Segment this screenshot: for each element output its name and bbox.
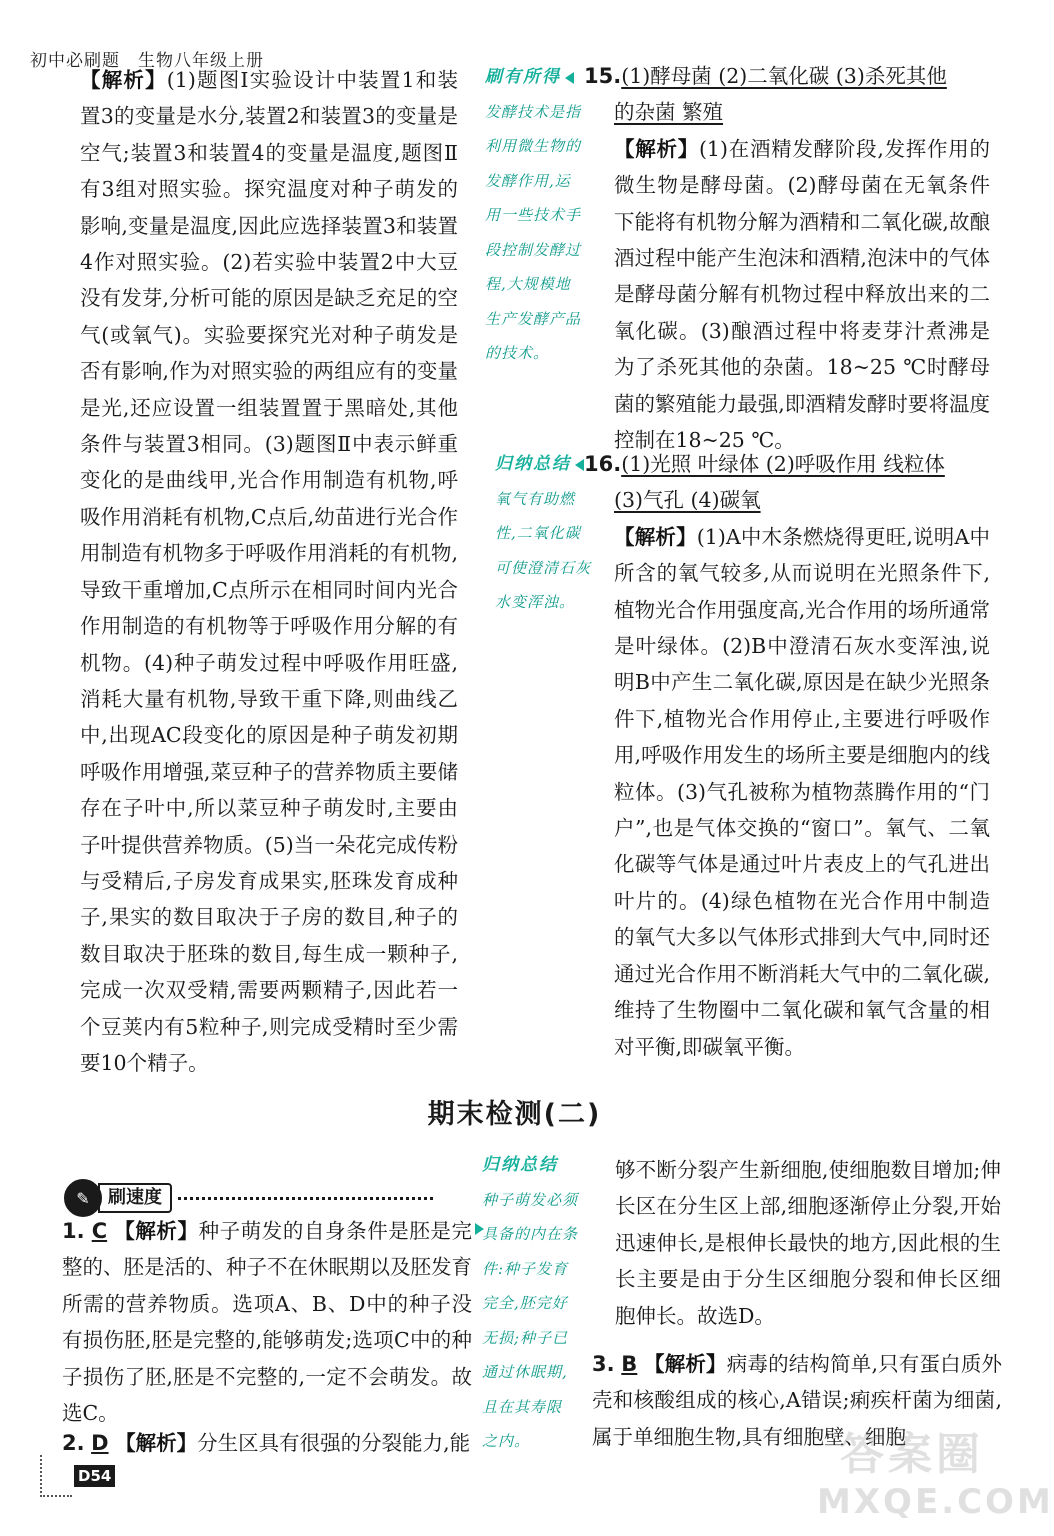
speed-badge: [64, 1183, 433, 1213]
question-number: 15.: [584, 64, 622, 88]
badge-label: 刷速度: [98, 1183, 172, 1213]
question-number: 3.: [592, 1352, 615, 1376]
side-note-title: 刷有所得: [485, 67, 561, 87]
answer-letter: B: [621, 1352, 638, 1376]
question-number: 2.: [62, 1431, 85, 1455]
analysis-tag: 【解析】: [614, 524, 697, 549]
book-title: 初中必刷题: [30, 51, 120, 71]
side-note-line: 发酵技术是指: [485, 102, 582, 121]
question-2-continuation: [615, 1152, 1001, 1334]
side-note-shuayousuode: [485, 60, 597, 371]
side-note-line: 发酵作用,运: [485, 171, 571, 190]
side-note-line: 性,二氧化碳: [495, 524, 581, 542]
corner-decoration: [40, 1455, 72, 1497]
analysis-tag: 【解析】: [115, 1431, 198, 1455]
answer-line: 的杂菌 繁殖: [614, 100, 724, 125]
side-note-line: 且在其寿限: [482, 1397, 563, 1416]
analysis-text: (1)题图Ⅰ实验设计中装置1和装置3的变量是水分,装置2和装置3的变量是空气;装置3和装置4的变量是温度,题图Ⅱ有3组对照实验。探究温度对种子萌发的影响,变量是温度,因此应选择装置3和装置4作对照实验。(2)若实验中装置2中大豆没有发芽,分析可能的原因是缺乏充足的空气(或氧气)。实验要探究光对种子萌发是否有影响,作为对照实验的两组应有的变量是光,还应设置一组装置置于黑暗处,其他条件与装置3相同。(3)题图Ⅱ中表示鲜重变化的是曲线甲,光合作用制造有机物,呼吸作用消耗有机物,C点后,幼苗进行光合作用制造有机物多于呼吸作用消耗的有机物,导致干重增加,C点所示在相同时间内光合作用制造的有机物等于呼吸作用分解的有机物。(4)种子萌发过程中呼吸作用旺盛,消耗大量有机物,导致干重下降,则曲线乙中,出现AC段变化的原因是种子萌发初期呼吸作用增强,菜豆种子的营养物质主要储存在子叶中,所以菜豆种子萌发时,主要由子叶提供营养物质。(5)当一朵花完成传粉与受精后,子房发育成果实,胚珠发育成种子,果实的数目取决于子房的数目,种子的数目取决于胚珠的数目,每生成一颗种子,完成一次双受精,需要两颗精子,因此若一个豆荚内有5粒种子,则完成受精时至少需要10个精子。: [80, 68, 458, 1075]
analysis-text: (1)A中木条燃烧得更旺,说明A中所含的氧气较多,从而说明在光照条件下,植物光合作用强度高,光合作用的场所通常是叶绿体。(2)B中澄清石灰水变浑浊,说明B中产生二氧化碳,原因是在缺少光照条件下,植物光合作用停止,主要进行呼吸作用,呼吸作用发生的场所主要是细胞内的线粒体。(3)气孔被称为植物蒸腾作用的“门户”,也是气体交换的“窗口”。氧气、二氧化碳等气体是通过叶片表皮上的气孔进出叶片的。(4)绿色植物在光合作用中制造的氧气大多以气体形式排到大气中,同时还通过光合作用不断消耗大气中的二氧化碳,维持了生物圈中二氧化碳和氧气含量的相对平衡,即碳氧平衡。: [614, 524, 991, 1059]
pointer-icon: [565, 72, 574, 84]
watermark: [817, 1418, 1054, 1528]
answer-letter: D: [91, 1431, 109, 1455]
analysis-text: 病毒的结构简单,只有蛋白质外壳和核酸组成的核心,A错误;痢疾杆菌为细菌,属于单细胞生物,具有细胞壁、细胞: [592, 1352, 1003, 1449]
answer-line: (1)酵母菌 (2)二氧化碳 (3)杀死其他: [621, 64, 947, 88]
analysis-tag: 【解析】: [614, 136, 699, 161]
side-note-line: 氧气有助燃: [495, 489, 576, 508]
left-analysis: [80, 62, 458, 1081]
side-note-line: 种子萌发必须: [482, 1190, 579, 1209]
dotted-divider: [178, 1197, 433, 1200]
analysis-text: 够不断分裂产生新细胞,使细胞数目增加;伸长区在分生区上部,细胞逐渐停止分裂,开始迅速伸长,是根伸长最快的地方,因此根的生长主要是由于分生区细胞分裂和伸长区细胞伸长。故选D。: [615, 1158, 1001, 1328]
side-note-line: 用一些技术手: [485, 206, 582, 224]
section-title: 期末检测(二): [427, 1099, 602, 1130]
answer-line: (1)光照 叶绿体 (2)呼吸作用 线粒体: [621, 452, 945, 476]
analysis-text: 种子萌发的自身条件是胚是完整的、胚是活的、种子不在休眠期以及胚发育所需的营养物质。选项A、B、D中的种子没有损伤胚,胚是完整的,能够萌发;选项C中的种子损伤了胚,胚是不完整的,一定不会萌发。故选C。: [62, 1219, 473, 1426]
side-note-line: 生产发酵产品: [485, 309, 582, 328]
side-note-line: 可使澄清石灰: [495, 558, 592, 577]
page-number: D54: [74, 1465, 115, 1487]
side-note-guinazongjie-2: [482, 1148, 586, 1459]
side-note-line: 利用微生物的: [485, 137, 582, 155]
question-1: [62, 1213, 472, 1431]
side-note-line: 段控制发酵过: [485, 240, 582, 259]
side-note-guinazongjie: [495, 447, 595, 620]
side-note-line: 完全,胚完好: [482, 1294, 568, 1312]
answer-letter: C: [91, 1219, 108, 1243]
side-note-line: 无损;种子已: [482, 1328, 569, 1347]
pointer-icon: [475, 1223, 484, 1235]
side-note-line: 的技术。: [485, 344, 550, 362]
watermark-text: 答案圈: [840, 1429, 984, 1480]
side-note-line: 水变浑浊。: [495, 593, 576, 611]
answer-line: (3)气孔 (4)碳氧: [614, 488, 761, 513]
side-note-title: 归纳总结: [482, 1155, 558, 1175]
pointer-icon: [575, 459, 584, 471]
question-2: [62, 1425, 472, 1461]
analysis-tag: 【解析】: [644, 1352, 727, 1376]
analysis-text: 分生区具有很强的分裂能力,能: [197, 1431, 471, 1455]
analysis-text: (1)在酒精发酵阶段,发挥作用的微生物是酵母菌。(2)酵母菌在无氧条件下能将有机物分解为酒精和二氧化碳,故酿酒过程中能产生泡沫和酒精,泡沫中的气体是酵母菌分解有机物过程中释放出来的二氧化碳。(3)酿酒过程中将麦芽汁煮沸是为了杀死其他的杂菌。18~25 ℃时酵母菌的繁殖能力最强,即酒精发酵时要将温度控制在18~25 ℃。: [614, 136, 991, 453]
side-note-title: 归纳总结: [495, 454, 571, 474]
side-note-line: 通过休眠期,: [482, 1363, 568, 1381]
subject-title: 生物八年级上册: [138, 51, 264, 71]
side-note-line: 具备的内在条: [482, 1225, 579, 1243]
question-15: [584, 58, 990, 458]
analysis-tag: 【解析】: [80, 68, 167, 92]
pen-icon: ✎: [64, 1179, 102, 1217]
analysis-tag: 【解析】: [114, 1219, 199, 1243]
side-note-line: 之内。: [482, 1432, 531, 1450]
watermark-url: MXQE.COM: [817, 1482, 1054, 1522]
side-note-line: 件:种子发育: [482, 1259, 569, 1278]
question-number: 1.: [62, 1219, 85, 1243]
question-16: [584, 446, 990, 1065]
side-note-line: 程,大规模地: [485, 275, 571, 293]
question-number: 16.: [584, 452, 622, 476]
